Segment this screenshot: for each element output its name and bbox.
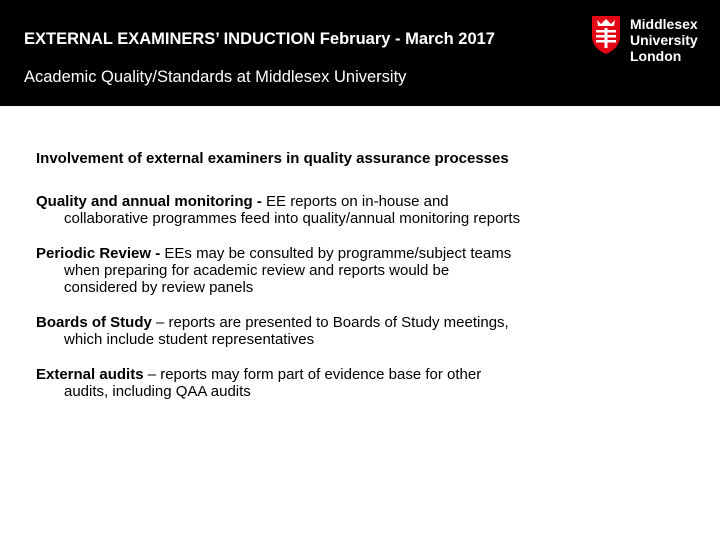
slide-body: [36, 150, 676, 418]
item-first-line: [36, 314, 676, 331]
slide-subtitle: Academic Quality/Standards at Middlesex University: [24, 68, 407, 86]
item-first-line: [36, 193, 676, 210]
slide-title: EXTERNAL EXAMINERS’ INDUCTION February - March 2017: [24, 30, 495, 48]
item-quality-monitoring: [36, 193, 676, 227]
item-external-audits: [36, 366, 676, 400]
item-continuation: collaborative programmes feed into quality/annual monitoring reports: [64, 210, 521, 227]
item-lead: Boards of Study: [36, 314, 152, 331]
item-lead: Periodic Review -: [36, 245, 161, 262]
item-text: – reports are presented to Boards of Study meetings,: [151, 314, 509, 331]
item-continuation: considered by review panels: [64, 279, 254, 296]
item-continuation: which include student representatives: [64, 331, 315, 348]
item-boards-of-study: [36, 314, 676, 348]
item-continuation: audits, including QAA audits: [64, 383, 251, 400]
logo-line-london: London: [630, 48, 682, 64]
slide-header: [0, 0, 720, 106]
logo-wordmark: [630, 16, 698, 64]
item-text: EEs may be consulted by programme/subject teams: [160, 245, 512, 262]
item-periodic-review: [36, 245, 676, 296]
item-first-line: [36, 245, 676, 262]
item-lead: External audits: [36, 366, 144, 383]
logo-line-university: University: [630, 32, 698, 48]
university-logo: [590, 12, 710, 70]
item-lead: Quality and annual monitoring -: [36, 193, 262, 210]
shield-icon: [590, 14, 622, 56]
logo-line-middlesex: Middlesex: [630, 16, 698, 32]
item-text: EE reports on in-house and: [261, 193, 449, 210]
item-text: – reports may form part of evidence base for other: [143, 366, 482, 383]
body-heading: Involvement of external examiners in quality assurance processes: [36, 150, 509, 167]
item-first-line: [36, 366, 676, 383]
item-continuation: when preparing for academic review and reports would be: [64, 262, 450, 279]
